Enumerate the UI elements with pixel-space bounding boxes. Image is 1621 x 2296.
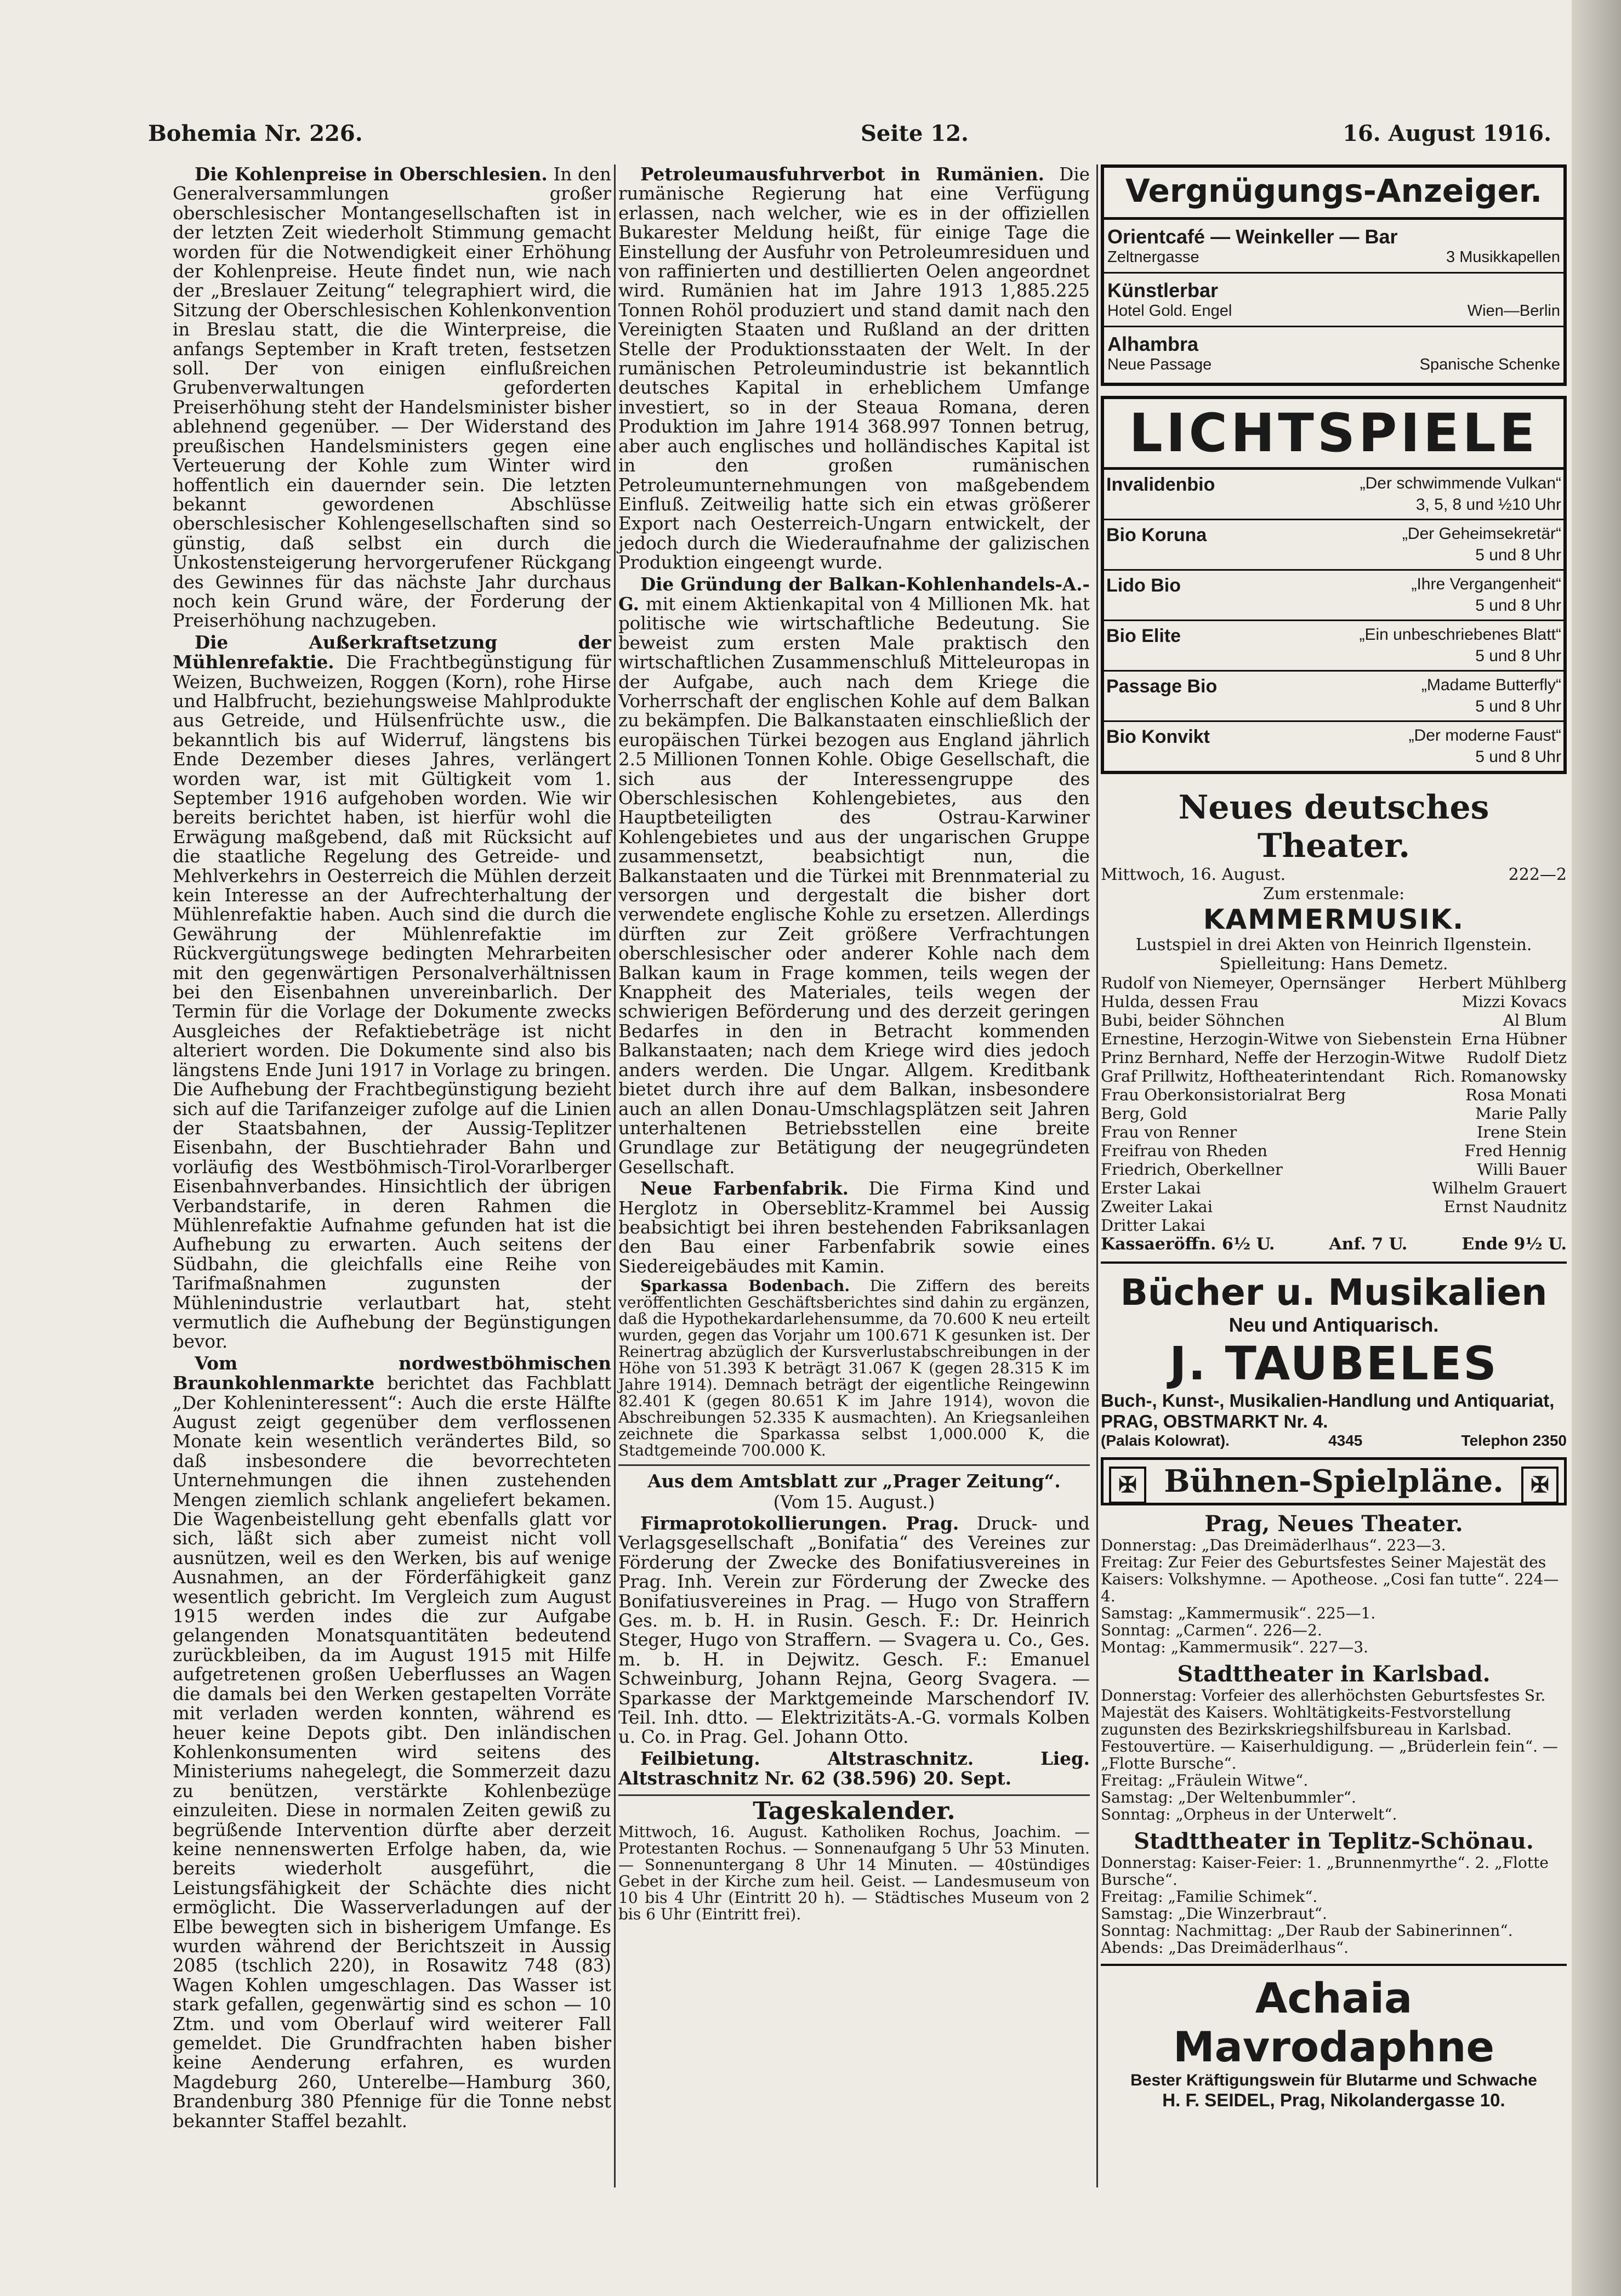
theater-date: Mittwoch, 16. August. xyxy=(1101,865,1286,884)
article-farbenfabrik xyxy=(618,1179,1090,1276)
article-kohlenpreise xyxy=(173,164,611,631)
article-text: Lieg. Altstraschnitz Nr. 62 (38.596) 20. Sept. xyxy=(618,1747,1090,1789)
kino-time: 5 und 8 Uhr xyxy=(1475,647,1561,665)
spielplan-theater: Stadttheater in Teplitz-Schönau. xyxy=(1134,1828,1534,1854)
spielplan-line: Donnerstag: Kaiser-Feier: 1. „Brunnenmyrthe“. 2. „Flotte Bursche“. xyxy=(1101,1854,1549,1889)
article-headline: Firmaprotokollierungen. Prag. xyxy=(640,1512,959,1534)
article-text: Die Frachtbegünstigung für Weizen, Buchweizen, Roggen (Korn), rohe Hirse und Halbfrucht, beziehungsweise Mahlprodukte aus Getreide, und Hülsenfrüchte usw., die bekanntlich bis auf Widerruf, längstens bis Ende Dezember dieses Jahres, verlängert worden war, ist mit Gültigkeit vom 1. September 1916 aufgehoben worden. Wie wir bereits berichtet haben, ist hierfür wohl die Erwägung maßgebend, daß mit Rücksicht auf die staatliche Regelung des Getreide- und Mehlverkehrs in Oesterreich die Mühlen derzeit kein Interesse an der Aufrechterhaltung der Mühlenrefaktie haben. Auch sind die durch die Gewährung der Mühlenrefaktie im Rückvergütungswege bedingten Mehrarbeiten mit den gegenwärtigen Personalverhältnissen bei den Eisenbahnen unvereinbarlich. Der Termin für die Vorlage der Dokumente zwecks Ausgleiches der Refaktiebeträge ist nicht alteriert worden. Die Dokumente sind also bis längstens Ende Juni 1917 in Vorlage zu bringen. Die Aufhebung der Frachtbegünstigung bezieht sich auf die Tarifanzeiger zufolge auf die Linien der Staatsbahnen, der Aussig-Teplitzer Eisenbahn, der Buschtiehrader Bahn und vorläufig des Westböhmisch-Tirol-Vorarlberger Eisenbahnverbandes. Hinsichtlich der übrigen Verbandstarife, in deren Rahmen die Mühlenrefaktie Aufnahme gefunden hat ist die Aufhebung zu erwarten. Auch seitens der Südbahn, die gleichfalls eine Reihe von Tarifmaßnahmen zugunsten der Mühlenindustrie verlautbart hat, steht vermutlich die Aufhebung der Begünstigungen bevor. xyxy=(173,652,611,1352)
header-center: Seite 12. xyxy=(861,121,969,146)
cast-row xyxy=(1101,1030,1567,1048)
article-text: Die Firma Kind und Herglotz in Oberseblitz-Krammel bei Aussig beabsichtigt bei ihren bestehenden Fabriksanlagen den Bau einer Farbenfabrik sowie eines Siedereigebäudes mit Kamin. xyxy=(618,1178,1090,1277)
venue-note: 3 Musikkapellen xyxy=(1446,248,1560,266)
cast-row xyxy=(1101,1197,1567,1216)
theater-ad xyxy=(1101,788,1567,1254)
spielplan-theater: Prag, Neues Theater. xyxy=(1204,1511,1463,1537)
cast-actor: Willi Bauer xyxy=(1477,1160,1567,1179)
kino-time: 5 und 8 Uhr xyxy=(1475,697,1561,715)
kino-koruna xyxy=(1104,520,1563,571)
article-braunkohlen xyxy=(173,1354,611,2131)
kino-invalidenbio xyxy=(1104,470,1563,520)
kino-film: „Der Geheimsekretär“ xyxy=(1402,525,1561,543)
venue-alhambra xyxy=(1104,327,1563,379)
theater-foot: Ende 9½ U. xyxy=(1461,1235,1567,1254)
cast-row xyxy=(1101,1048,1567,1067)
kino-time: 5 und 8 Uhr xyxy=(1475,748,1561,766)
achaia-sub: Bester Kräftigungswein für Blutarme und Schwache xyxy=(1130,2071,1537,2089)
article-text: In den Generalversammlungen großer oberschlesischer Montangesellschaften ist in der letzten Zeit wiederholt Stimmung gemacht worden für die Notwendigkeit einer Erhöhung der Kohlenpreise. Heute findet nun, wie nach der „Breslauer Zeitung“ telegraphiert wird, die Sitzung der Oberschlesischen Kohlenkonvention in Breslau statt, die die Winterpreise, die anfangs September in Kraft treten, festsetzen soll. Der von einigen einflußreichen Grubenverwaltungen geforderten Preiserhöhung steht der Handelsminister bisher ablehnend gegenüber. — Der Widerstand des preußischen Handelsministers gegen eine Verteuerung der Kohle zum Winter wird hoffentlich ein dauernder sein. Die letzten bekannt gewordenen Abschlüsse oberschlesischer Kohlengesellschaften sind so günstig, daß selbst ein durch die Unkostensteigerung hervorgerufener Rückgang des Gewinnes für das nächste Jahr durchaus noch kein Grund wäre, der Forderung der Preiserhöhung nachzugeben. xyxy=(173,164,611,632)
article-headline: Neue Farbenfabrik. xyxy=(640,1178,849,1200)
kino-name: Bio Konvikt xyxy=(1106,726,1210,747)
article-headline: Petroleumausfuhrverbot in Rumänien. xyxy=(640,163,1044,185)
cast-actor: Rich. Romanowsky xyxy=(1414,1067,1567,1086)
venue-name: Alhambra xyxy=(1107,333,1199,355)
tageskalender-title: Tageskalender. xyxy=(753,1797,955,1825)
buecher-title: Bücher u. Musikalien xyxy=(1120,1271,1548,1314)
lichtspiele-title: LICHTSPIELE xyxy=(1104,399,1563,470)
cast-role: Frau von Renner xyxy=(1101,1123,1237,1141)
cast-actor: Rudolf Dietz xyxy=(1466,1048,1567,1067)
article-text: Druck- und Verlagsgesellschaft „Bonifatia“ des Vereines zur Förderung der Zwecke des Bonifatiusvereines in Prag. Inh. Verein zur Förderung der Zwecke des Bonifatiusvereines in Prag. — Hugo von Straffern Ges. m. b. H. in Rusin. Gesch. F.: Dr. Heinrich Steger, Hugo von Straffern. — Svagera u. Co., Ges. m. b. H. in Dejwitz. Gesch. F.: Emanuel Schweinburg, Johann Rejna, Georg Svagera. — Sparkasse der Marktgemeinde Marschendorf IV. Teil. Inh. dtto. — Elektrizitäts-A.-G. vormals Kolben u. Co. in Prag. Gel. Johann Otto. xyxy=(618,1513,1090,1748)
article-headline: Vom nordwestböhmischen Braunkohlenmarkte xyxy=(173,1352,611,1394)
spielplan-line: Freitag: Zur Feier des Geburtsfestes Seiner Majestät des Kaisers: Volkshymne. — Apotheose. „Cosi fan tutte“. 224—4. xyxy=(1101,1553,1559,1605)
article-headline: Die Außerkraftsetzung der Mühlenrefaktie. xyxy=(173,631,611,673)
kino-time: 3, 5, 8 und ½10 Uhr xyxy=(1415,496,1561,514)
article-firmaprotokoll xyxy=(618,1514,1090,1747)
cast-actor: Mizzi Kovacs xyxy=(1461,992,1567,1011)
kino-film: „Ein unbeschriebenes Blatt“ xyxy=(1359,626,1561,644)
kino-name: Bio Koruna xyxy=(1106,525,1207,545)
article-headline: Feilbietung. Altstraschnitz. xyxy=(640,1747,974,1769)
achaia-ad xyxy=(1101,1974,1567,2111)
amtsblatt-heading: Aus dem Amtsblatt zur „Prager Zeitung“. xyxy=(647,1470,1061,1492)
venue-name: Orientcafé — Weinkeller — Bar xyxy=(1107,225,1398,248)
cast-row xyxy=(1101,974,1567,992)
kino-film: „Madame Butterfly“ xyxy=(1421,676,1561,694)
theater-foot: Kassaeröffn. 6½ U. xyxy=(1101,1235,1275,1254)
article-headline: Die Gründung der Balkan-Kohlenhandels-A.-G. xyxy=(618,573,1090,615)
amtsblatt-date: (Vom 15. August.) xyxy=(773,1491,935,1513)
achaia-title: Achaia Mavrodaphne xyxy=(1173,1974,1494,2071)
buehnen-title-box xyxy=(1101,1457,1567,1505)
column-1 xyxy=(173,164,611,2133)
buecher-ad xyxy=(1101,1271,1567,1450)
kino-lido xyxy=(1104,571,1563,621)
cast-row xyxy=(1101,1216,1567,1235)
article-petroleum xyxy=(618,164,1090,573)
article-text: berichtet das Fachblatt „Der Kohleninteressent“: Auch die erste Hälfte August zeigt gegenüber dem verflossenen Monate kein wesentlich verändertes Bild, so daß insbesondere die bevorrechteten Unternehmungen die ihnen zustehenden Mengen ziemlich schlank angeliefert bekamen. Die Wagenbeistellung geht ebenfalls glatt vor sich, läßt sich aber zumeist nicht voll ausnützen, weil es den Werken, bis auf wenige Ausnahmen, an der Förderfähigkeit ganz wesentlich gebricht. Im Vergleich zum August 1915 werden indes die zur Aufgabe gelangenden Monatsquantitäten bedeutend zurückbleiben, da im August 1915 mit Hilfe aufgetretenen großen Ueberflusses an Wagen die damals bei den Werken gestapelten Vorräte mit verladen werden konnten, während es heuer keine Depots gibt. Den inländischen Kohlenkonsumenten wird seitens des Ministeriums nahegelegt, die Sommerzeit dazu zu benützen, verstärkte Kohlenbezüge einzuleiten. Diese in normalen Zeiten gewiß zu begrüßende Intervention dürfte aber derzeit keine nennenswerten Erfolge haben, da, wie bereits wiederholt ausgeführt, die Leistungsfähigkeit der Schächte dies nicht ermöglicht. Die Wasserverladungen auf der Elbe bewegten sich in bisherigem Umfange. Es wurden während der Berichtszeit in Aussig 2085 (tschlich 220), in Rosawitz 748 (83) Wagen Kohlen umgeschlagen. Das Wasser ist stark gefallen, gegenwärtig sind es schon — 10 Ztm. und vom Oberlauf wird weiterer Fall gemeldet. Die Grundfrachten haben bisher keine Aenderung erfahren, es wurden Magdeburg 260, Unterelbe—Hamburg 360, Brandenburg 380 Pfennige für die Tonne nebst bekannter Staffel bezahlt. xyxy=(173,1373,611,2132)
spielplan-line: Freitag: „Fräulein Witwe“. xyxy=(1101,1771,1309,1789)
article-text: Die Ziffern des bereits veröffentlichten Geschäftsberichtes sind dahin zu ergänzen, daß die Hypothekardarlehensumme, da 70.600 K neu erteilt wurden, gegen das Vorjahr um 100.671 K gesunken ist. Der Reinertrag abzüglich der Kursverlustabschreibungen in der Höhe von 51.393 K beträgt 31.067 K (gegen 28.315 K im Jahre 1914). Demnach beträgt der eigentliche Reingewinn 82.401 K (gegen 80.651 K im Jahre 1914), wovon die Abschreibungen 52.335 K ausmachten). An Kriegsanleihen zeichnete die Sparkassa selbst 1,000.000 K, die Stadtgemeinde 700.000 K. xyxy=(618,1277,1090,1460)
vergnuegungs-title: Vergnügungs-Anzeiger. xyxy=(1104,168,1563,220)
kino-passage xyxy=(1104,672,1563,722)
page-edge xyxy=(1572,0,1621,2296)
kino-time: 5 und 8 Uhr xyxy=(1475,596,1561,615)
article-sparkassa xyxy=(618,1278,1090,1459)
tageskalender-text: Mittwoch, 16. August. Katholiken Rochus, Joachim. — Protestanten Rochus. — Sonnenaufgang 5 Uhr 53 Minuten. — Sonnenuntergang 8 Uhr 14 Minuten. — 40stündiges Gebet in der Kirche zum heil. Geist. — Landesmuseum von 10 bis 4 Uhr (Eintritt 20 h). — Städtisches Museum von 2 bis 6 Uhr (Eintritt frei). xyxy=(618,1823,1090,1924)
cast-actor: Erna Hübner xyxy=(1461,1030,1567,1048)
cast-row xyxy=(1101,1179,1567,1197)
venue-orientcafe xyxy=(1104,220,1563,274)
cast-row xyxy=(1101,1141,1567,1160)
ornament-icon: ✠ xyxy=(1521,1467,1559,1504)
cast-role: Bubi, beider Söhnchen xyxy=(1101,1011,1285,1030)
spielplan-line: Donnerstag: „Das Dreimäderlhaus“. 223—3. xyxy=(1101,1536,1446,1554)
cast-actor: Fred Hennig xyxy=(1464,1141,1567,1160)
buecher-foot: 4345 xyxy=(1328,1432,1363,1449)
spielplan-line: Samstag: „Kammermusik“. 225—1. xyxy=(1101,1604,1376,1622)
spielplan-theater: Stadttheater in Karlsbad. xyxy=(1177,1661,1491,1687)
cast-row xyxy=(1101,1104,1567,1123)
cast-role: Frau Oberkonsistorialrat Berg xyxy=(1101,1086,1346,1104)
cast-row xyxy=(1101,1086,1567,1104)
column-3-ads xyxy=(1101,164,1567,2111)
spielplan-line: Montag: „Kammermusik“. 227—3. xyxy=(1101,1638,1369,1656)
vergnuegungs-anzeiger xyxy=(1101,164,1567,386)
column-2 xyxy=(618,164,1090,1924)
kino-elite xyxy=(1104,621,1563,672)
spielplan-line: Abends: „Das Dreimäderlhaus“. xyxy=(1101,1939,1349,1957)
cast-role: Friedrich, Oberkellner xyxy=(1101,1160,1283,1179)
ad-separator xyxy=(1101,1964,1567,1966)
cast-actor: Marie Pally xyxy=(1475,1104,1567,1123)
cast-row xyxy=(1101,1011,1567,1030)
spielplan-line: Donnerstag: Vorfeier des allerhöchsten Geburtsfestes Sr. Majestät des Kaisers. Wohltätigkeits-Festvorstellung zugunsten des Bezirkskriegshilfsbureau in Karlsbad. Festouvertüre. — Kaiserhuldigung. — „Brüderlein fein“. — „Flotte Bursche“. xyxy=(1101,1686,1558,1772)
venue-location: Hotel Gold. Engel xyxy=(1107,302,1232,320)
spielplan-line: Samstag: „Die Winzerbraut“. xyxy=(1101,1905,1327,1923)
buecher-sub: Neu und Antiquarisch. xyxy=(1228,1314,1439,1336)
cast-role: Prinz Bernhard, Neffe der Herzogin-Witwe xyxy=(1101,1048,1445,1067)
kino-film: „Ihre Vergangenheit“ xyxy=(1411,575,1561,593)
ad-separator xyxy=(1101,1261,1567,1264)
cast-actor: Irene Stein xyxy=(1476,1123,1567,1141)
cast-row xyxy=(1101,1123,1567,1141)
cast-row xyxy=(1101,992,1567,1011)
article-text: Die rumänische Regierung hat eine Verfügung erlassen, nach welcher, wie es in der offiziellen Bukarester Meldung heißt, für einige Tage die Einstellung der Ausfuhr von Petroleumresiduen und von raffinierten und destillierten Oelen angeordnet wird. Rumänien hat im Jahre 1913 1,885.225 Tonnen Rohöl produziert und stand damit nach den Vereinigten Staaten und Rußland an der dritten Stelle der Produktionsstaaten der Welt. In der rumänischen Petroleumindustrie ist bekanntlich deutsches Kapital in erheblichem Umfange investiert, so in der Steaua Romana, deren Produktion im Jahre 1914 368.997 Tonnen betrug, aber auch englisches und holländisches Kapital ist in den großen rumänischen Petroleumunternehmungen von maßgebendem Einfluß. Zeitweilig hatte sich ein etwas größerer Export nach Oesterreich-Ungarn entwickelt, der jedoch durch die Wiederaufnahme der galizischen Produktion eingeengt wurde. xyxy=(618,164,1090,573)
cast-role: Rudolf von Niemeyer, Opernsänger xyxy=(1101,974,1386,992)
theater-first: Zum erstenmale: xyxy=(1262,884,1405,903)
cast-role: Berg, Gold xyxy=(1101,1104,1187,1123)
buecher-desc: Buch-, Kunst-, Musikalien-Handlung und Antiquariat, PRAG, OBSTMARKT Nr. 4. xyxy=(1101,1390,1555,1431)
kino-name: Lido Bio xyxy=(1106,575,1181,596)
page-header xyxy=(148,115,1551,154)
venue-location: Neue Passage xyxy=(1107,356,1212,373)
cast-actor: Herbert Mühlberg xyxy=(1418,974,1567,992)
cast-actor: Wilhelm Grauert xyxy=(1432,1179,1567,1197)
kino-name: Passage Bio xyxy=(1106,676,1218,697)
cast-row xyxy=(1101,1067,1567,1086)
article-feilbietung xyxy=(618,1749,1090,1789)
theater-foot: Anf. 7 U. xyxy=(1329,1235,1408,1254)
buecher-firm: J. TAUBELES xyxy=(1169,1337,1498,1390)
column-rule xyxy=(1096,164,1098,2187)
article-headline: Die Kohlenpreise in Oberschlesien. xyxy=(195,163,548,185)
spielplan-list xyxy=(1101,1511,1567,1956)
theater-title: Neues deutsches Theater. xyxy=(1178,788,1489,865)
cast-actor: Al Blum xyxy=(1503,1011,1567,1030)
buecher-foot: (Palais Kolowrat). xyxy=(1101,1432,1230,1449)
venue-kuenstlerbar xyxy=(1104,274,1563,327)
header-left: Bohemia Nr. 226. xyxy=(148,121,363,146)
header-right: 16. August 1916. xyxy=(1343,121,1551,146)
venue-location: Zeltnergasse xyxy=(1107,248,1199,266)
cast-role: Dritter Lakai xyxy=(1101,1216,1205,1235)
venue-note: Wien—Berlin xyxy=(1467,302,1560,320)
theater-number: 222—2 xyxy=(1508,865,1567,884)
spielplan-line: Sonntag: Nachmittag: „Der Raub der Sabinerinnen“. xyxy=(1101,1922,1513,1940)
spielplan-line: Freitag: „Familie Schimek“. xyxy=(1101,1888,1318,1906)
cast-role: Freifrau von Rheden xyxy=(1101,1141,1268,1160)
cast-actor: Rosa Monati xyxy=(1465,1086,1567,1104)
cast-list xyxy=(1101,974,1567,1235)
column-rule xyxy=(614,164,616,2187)
lichtspiele-box xyxy=(1101,396,1567,774)
buecher-foot: Telephon 2350 xyxy=(1461,1432,1567,1449)
venue-name: Künstlerbar xyxy=(1107,279,1219,302)
cast-actor: Ernst Naudnitz xyxy=(1443,1197,1567,1216)
kino-name: Bio Elite xyxy=(1106,626,1181,646)
cast-role: Erster Lakai xyxy=(1101,1179,1201,1197)
theater-play: KAMMERMUSIK. xyxy=(1203,903,1465,935)
cast-role: Graf Prillwitz, Hoftheaterintendant xyxy=(1101,1067,1385,1086)
article-muehlenrefaktie xyxy=(173,633,611,1352)
section-rule xyxy=(618,1794,1090,1796)
kino-time: 5 und 8 Uhr xyxy=(1475,546,1561,564)
kino-name: Invalidenbio xyxy=(1106,474,1215,495)
spielplan-line: Sonntag: „Carmen“. 226—2. xyxy=(1101,1621,1322,1639)
buehnen-title: Bühnen-Spielpläne. xyxy=(1164,1463,1504,1499)
cast-role: Zweiter Lakai xyxy=(1101,1197,1213,1216)
article-balkan-kohlen xyxy=(618,575,1090,1178)
theater-desc: Lustspiel in drei Akten von Heinrich Ilgenstein. Spielleitung: Hans Demetz. xyxy=(1135,935,1532,974)
venue-note: Spanische Schenke xyxy=(1419,356,1560,373)
achaia-address: H. F. SEIDEL, Prag, Nikolandergasse 10. xyxy=(1162,2090,1505,2110)
spielplan-line: Sonntag: „Orpheus in der Unterwelt“. xyxy=(1101,1805,1397,1823)
ornament-icon: ✠ xyxy=(1109,1467,1146,1504)
kino-konvikt xyxy=(1104,722,1563,771)
kino-film: „Der moderne Faust“ xyxy=(1408,726,1561,745)
kino-film: „Der schwimmende Vulkan“ xyxy=(1360,474,1561,492)
cast-role: Hulda, dessen Frau xyxy=(1101,992,1259,1011)
article-text: mit einem Aktienkapital von 4 Millionen Mk. hat politische wie wirtschaftliche Bedeutung. Sie beweist zum ersten Male praktisch den wirtschaftlichen Zusammenschluß Mitteleuropas in der Aufgabe, auch nach dem Kriege die Vorherrschaft der englischen Kohle auf dem Balkan zu bekämpfen. Die Balkanstaaten einschließlich der europäischen Türkei bezogen aus England jährlich 2.5 Millionen Tonnen Kohle. Obige Gesellschaft, die sich aus der Interessengruppe des Oberschlesischen Kohlengebietes, aus den Hauptbeteiligten des Ostrau-Karwiner Kohlengebietes und aus der ungarischen Gruppe zusammensetzt, beabsichtigt nun, die Balkanstaaten und die Türkei mit Brennmaterial zu versorgen und dergestalt die bisher dort verwendete englische Kohle zu ersetzen. Allerdings dürften zur Zeit größere Verfrachtungen oberschlesischer oder anderer Kohle nach dem Balkan kaum in Frage kommen, teils wegen der Knappheit des Materiales, teils wegen der schwierigen Beförderung und des derzeit geringen Bedarfes in den in Betracht kommenden Balkanstaaten; nach dem Kriege wird dies jedoch anders werden. Die Ungar. Allgem. Kreditbank bietet durch ihre auf dem Balkan, insbesondere auch an allen Donau-Umschlagsplätzen seit Jahren unterhaltenen Betriebsstellen eine breite Grundlage zur Betätigung der neugegründeten Gesellschaft. xyxy=(618,593,1090,1178)
cast-role: Ernestine, Herzogin-Witwe von Siebenstein xyxy=(1101,1030,1452,1048)
section-rule xyxy=(618,1464,1090,1466)
cast-row xyxy=(1101,1160,1567,1179)
spielplan-line: Samstag: „Der Weltenbummler“. xyxy=(1101,1788,1356,1806)
article-headline: Sparkassa Bodenbach. xyxy=(640,1277,850,1295)
